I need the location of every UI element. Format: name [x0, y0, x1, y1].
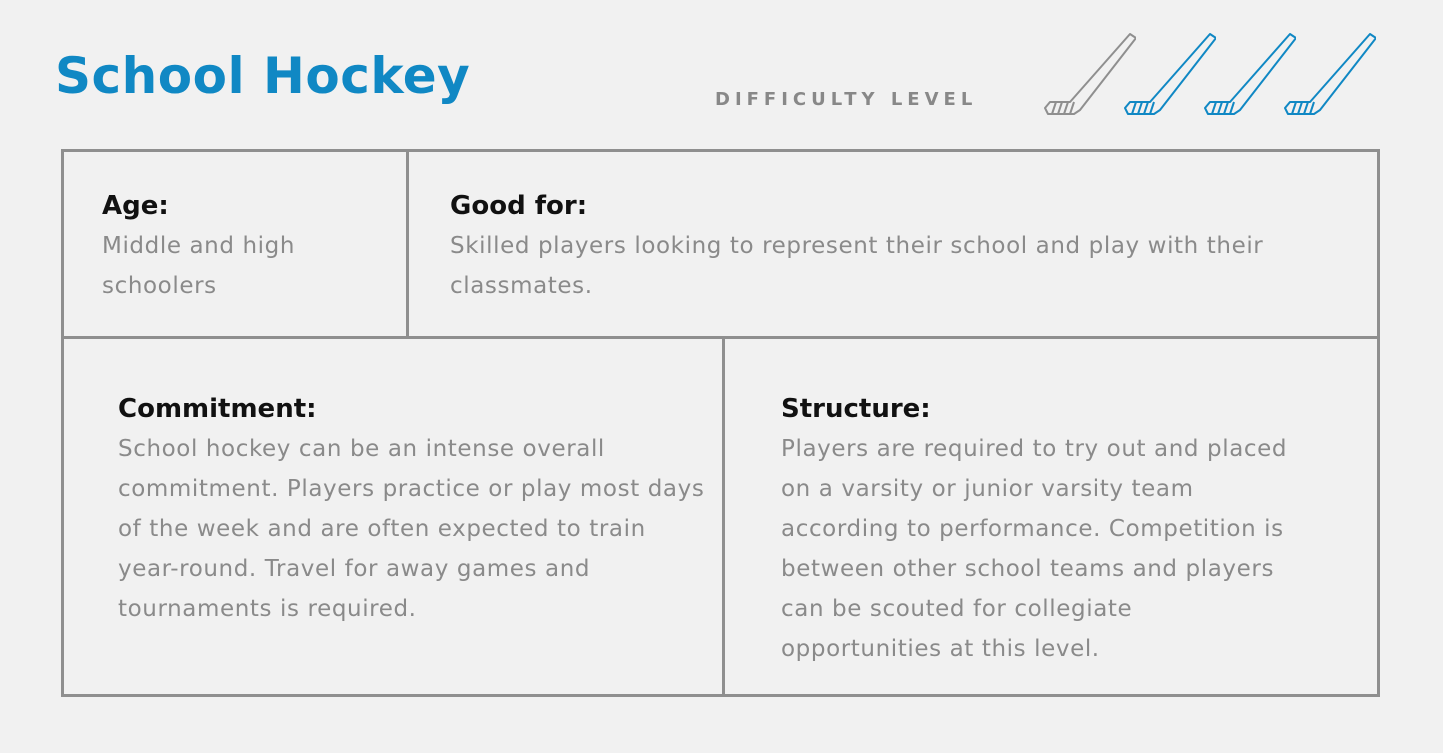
commitment-cell — [118, 389, 708, 629]
difficulty-level-label: DIFFICULTY LEVEL — [715, 89, 978, 110]
commitment-label: Commitment: — [118, 394, 317, 424]
good-for-cell — [450, 186, 1270, 306]
age-text: Middle and high schoolers — [102, 233, 296, 299]
hockey-stick-icon — [1280, 30, 1376, 118]
structure-label: Structure: — [781, 394, 931, 424]
divider — [722, 339, 725, 697]
good-for-label: Good for: — [450, 191, 588, 221]
structure-text: Players are required to try out and placed on a varsity or junior varsity team according to performance. Competition is between other school teams and players can be scouted for collegiate opportunities at this level. — [781, 436, 1288, 662]
good-for-text: Skilled players looking to represent their school and play with their classmates. — [450, 233, 1264, 299]
structure-cell — [781, 389, 1291, 669]
commitment-text: School hockey can be an intense overall commitment. Players practice or play most days of the week and are often expected to train year-round. Travel for away games and tournaments is required. — [118, 436, 705, 622]
age-cell — [102, 186, 392, 306]
difficulty-rating — [1040, 30, 1385, 120]
divider — [64, 336, 1377, 339]
page-title: School Hockey — [55, 47, 471, 105]
divider — [406, 152, 409, 339]
info-table — [61, 149, 1380, 697]
age-label: Age: — [102, 191, 169, 221]
